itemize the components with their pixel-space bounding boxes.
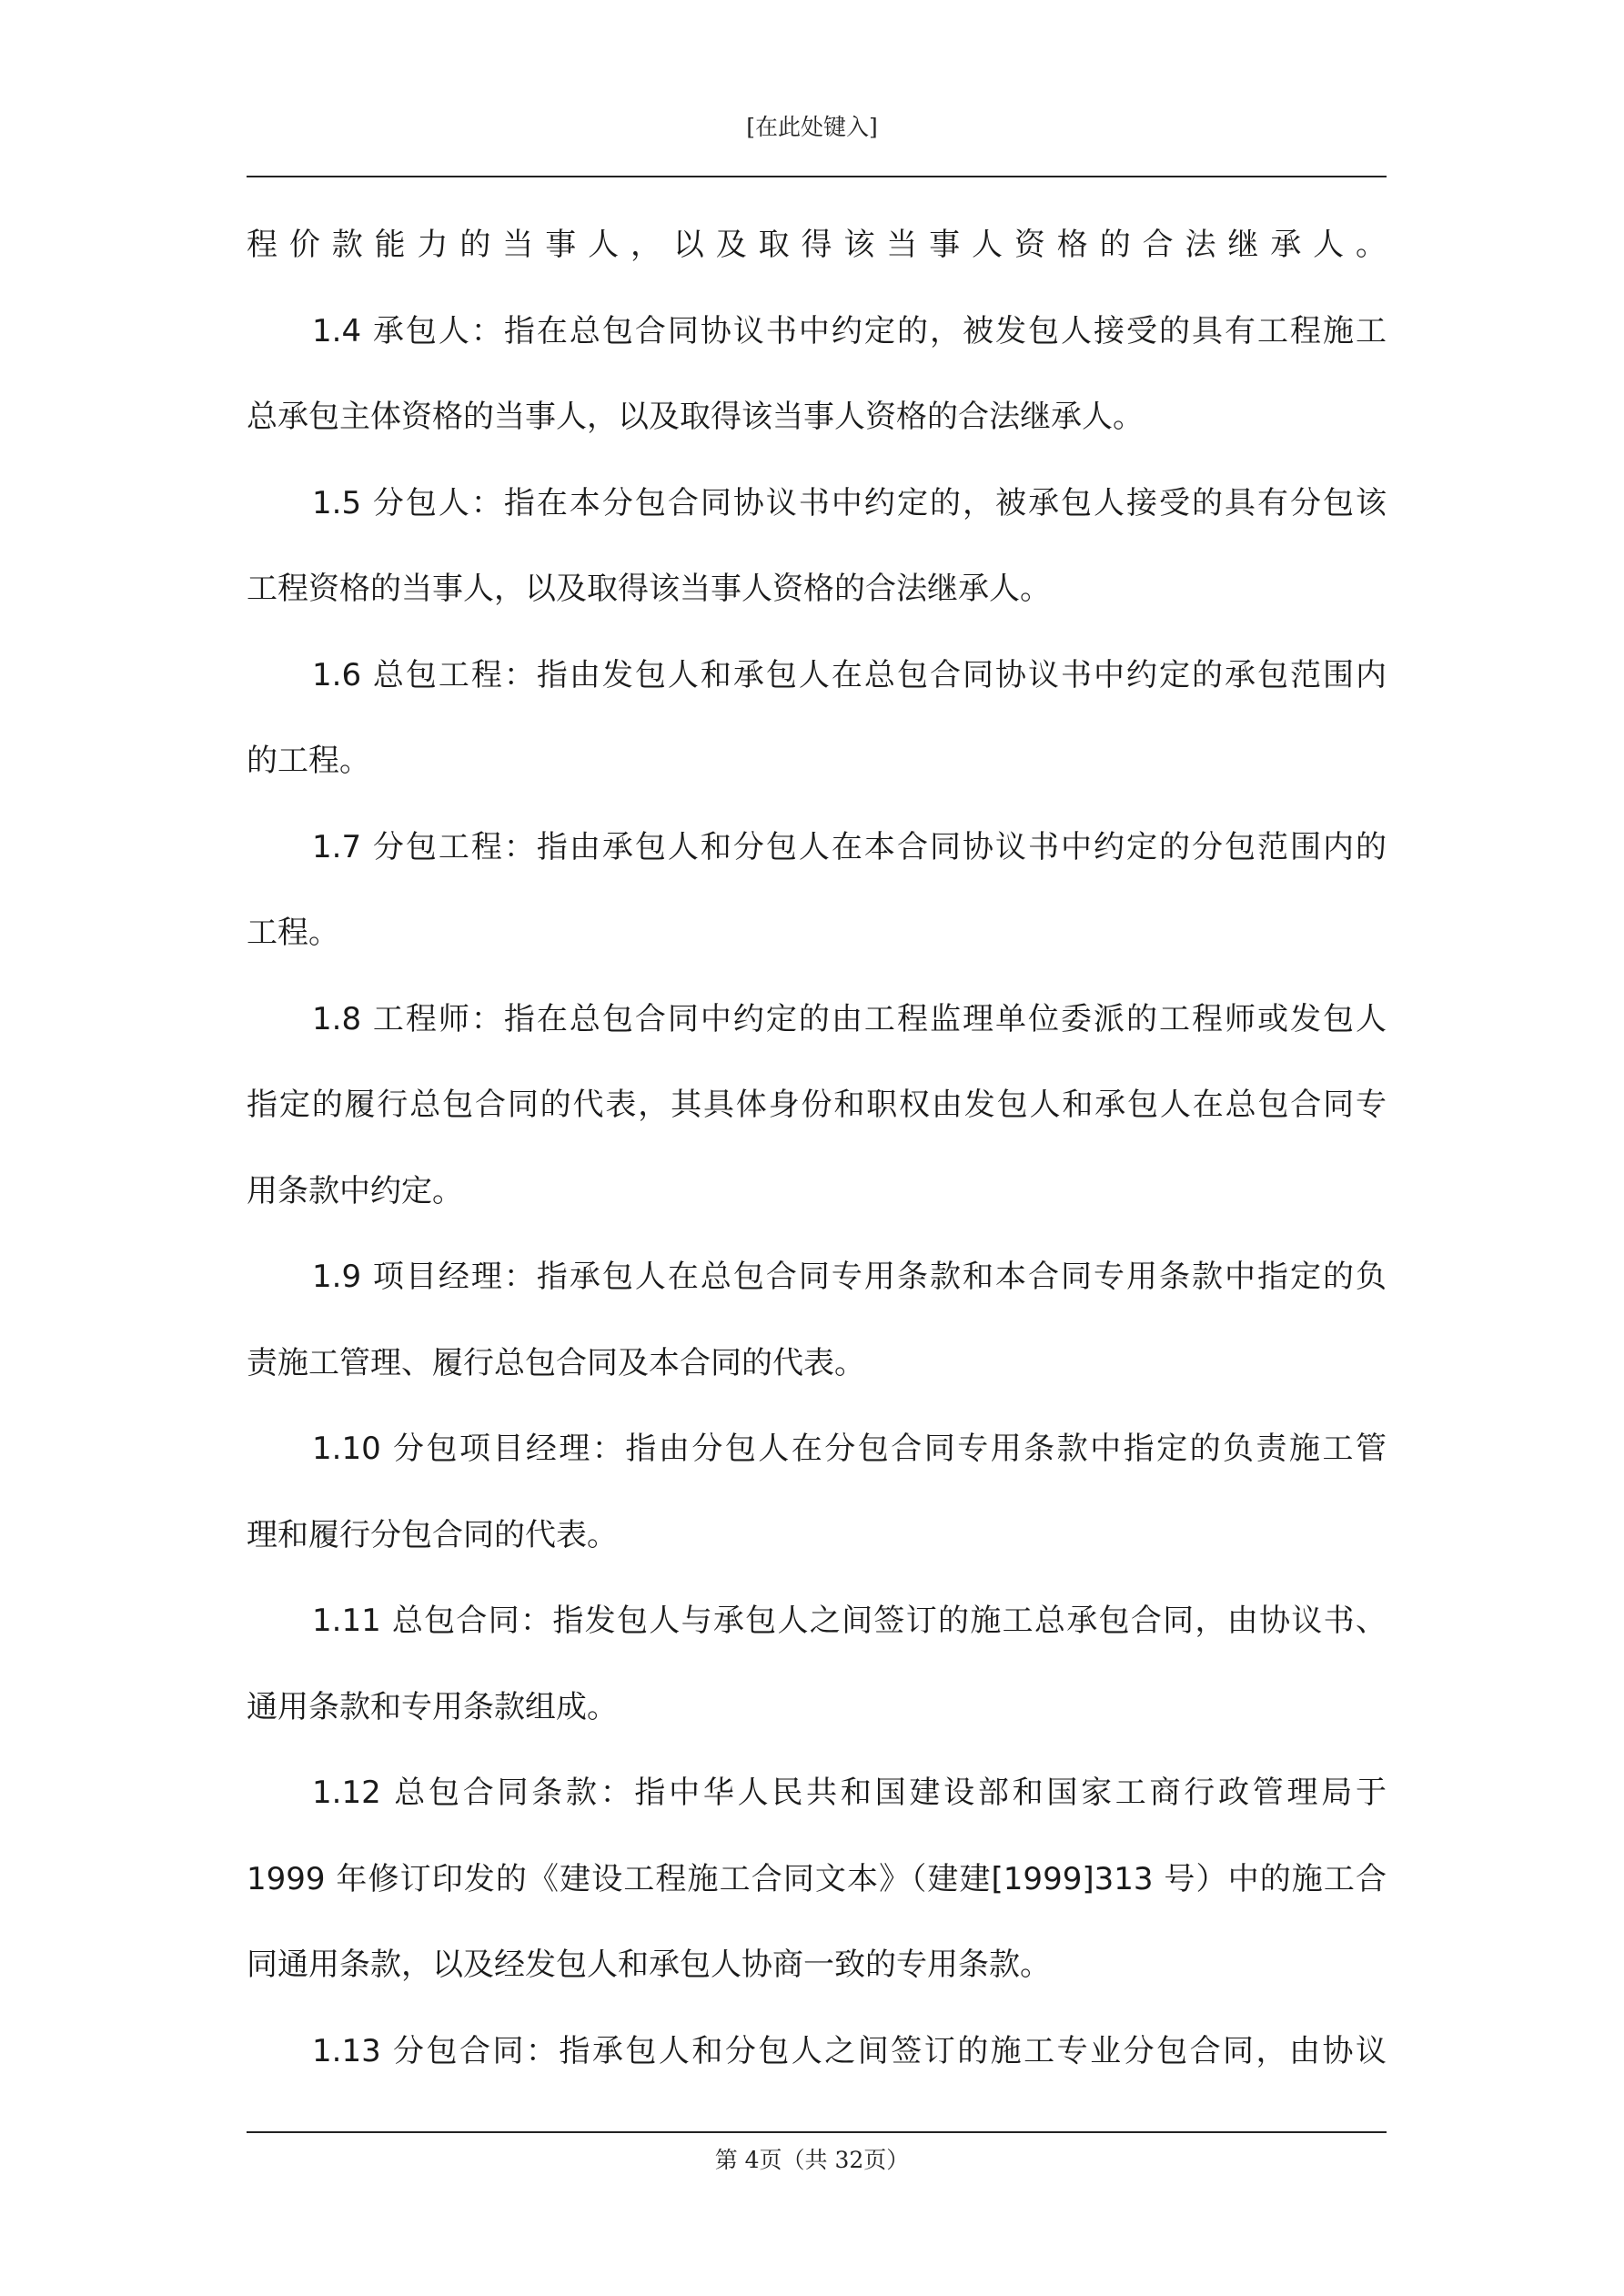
text-line: 责施工管理、履行总包合同及本合同的代表。 xyxy=(247,1344,865,1381)
text-line: 用条款中约定。 xyxy=(247,1172,463,1209)
document-body xyxy=(247,202,1387,2094)
page-header: [在此处键入] xyxy=(746,114,878,140)
header-divider xyxy=(247,176,1387,177)
clause-1-5: 1.5 分包人：指在本分包合同协议书中约定的，被承包人接受的具有分包该 xyxy=(312,484,1387,521)
text-line: 程价款能力的当事人，以及取得该当事人资格的合法继承人。 xyxy=(247,227,1387,263)
clause-1-11: 1.11 总包合同：指发包人与承包人之间签订的施工总承包合同，由协议书、 xyxy=(312,1603,1387,1639)
text-line: 通用条款和专用条款组成。 xyxy=(247,1688,618,1725)
text-line: 1999 年修订印发的《建设工程施工合同文本》（建建[1999]313 号）中的施工合 xyxy=(247,1860,1387,1897)
clause-1-6: 1.6 总包工程：指由发包人和承包人在总包合同协议书中约定的承包范围内 xyxy=(312,656,1387,693)
clause-1-12: 1.12 总包合同条款：指中华人民共和国建设部和国家工商行政管理局于 xyxy=(312,1775,1387,1811)
clause-1-4: 1.4 承包人：指在总包合同协议书中约定的，被发包人接受的具有工程施工 xyxy=(312,312,1387,349)
text-line: 指定的履行总包合同的代表，其具体身份和职权由发包人和承包人在总包合同专 xyxy=(247,1087,1387,1123)
page-number: 第 4页（共 32页） xyxy=(714,2147,910,2173)
clause-1-10: 1.10 分包项目经理：指由分包人在分包合同专用条款中指定的负责施工管 xyxy=(312,1431,1387,1467)
text-line: 总承包主体资格的当事人，以及取得该当事人资格的合法继承人。 xyxy=(247,399,1144,435)
text-line: 工程。 xyxy=(247,915,339,951)
text-line: 同通用条款，以及经发包人和承包人协商一致的专用条款。 xyxy=(247,1947,1051,1983)
clause-1-8: 1.8 工程师：指在总包合同中约定的由工程监理单位委派的工程师或发包人 xyxy=(312,1000,1387,1037)
clause-1-13: 1.13 分包合同：指承包人和分包人之间签订的施工专业分包合同，由协议 xyxy=(312,2032,1387,2069)
text-line: 工程资格的当事人，以及取得该当事人资格的合法继承人。 xyxy=(247,571,1051,607)
clause-1-7: 1.7 分包工程：指由承包人和分包人在本合同协议书中约定的分包范围内的 xyxy=(312,828,1387,865)
text-line: 理和履行分包合同的代表。 xyxy=(247,1516,618,1553)
clause-1-9: 1.9 项目经理：指承包人在总包合同专用条款和本合同专用条款中指定的负 xyxy=(312,1259,1387,1295)
text-line: 的工程。 xyxy=(247,743,370,779)
footer-divider xyxy=(247,2131,1387,2133)
